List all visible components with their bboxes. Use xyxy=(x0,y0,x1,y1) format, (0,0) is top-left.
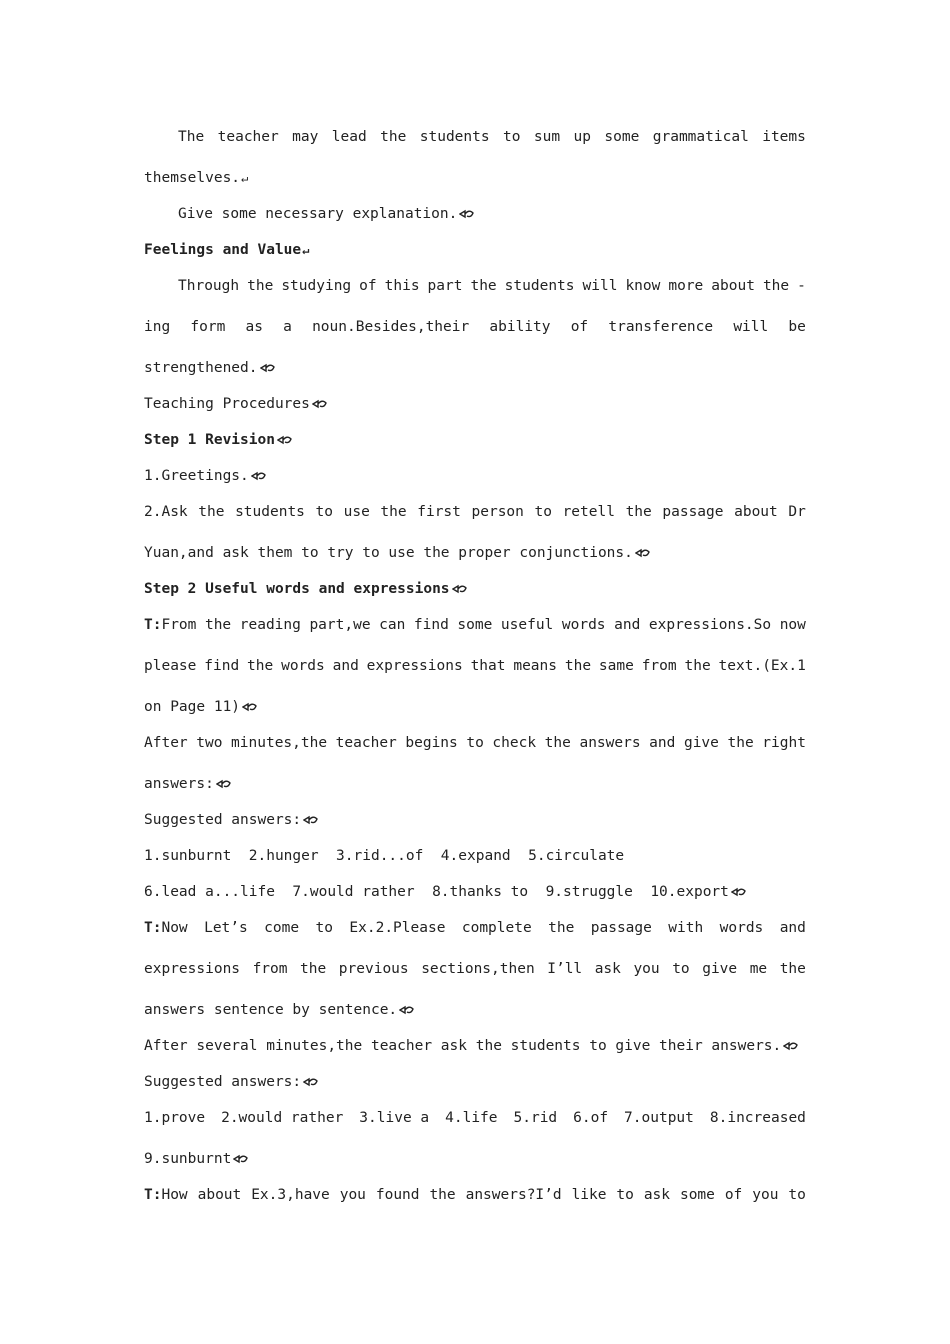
word: know xyxy=(625,278,661,294)
word: to xyxy=(534,504,552,520)
paragraph-mark-icon xyxy=(459,209,475,219)
word: please xyxy=(144,658,197,674)
word: the xyxy=(204,617,232,633)
word: grammatical xyxy=(652,129,749,145)
answer-list: 1.sunburnt 2.hunger 3.rid...of 4.expand 5.circulate xyxy=(144,848,625,864)
word: teacher xyxy=(335,735,397,751)
word: about xyxy=(711,278,755,294)
word: with xyxy=(668,920,704,936)
paragraph-mark-icon xyxy=(260,363,276,373)
word: the xyxy=(300,961,327,977)
paragraph-line: answers sentence by sentence. xyxy=(144,1001,806,1019)
word: and xyxy=(614,617,641,633)
word: up xyxy=(573,129,591,145)
word: now xyxy=(779,617,806,633)
word: use xyxy=(343,504,370,520)
paragraph-line xyxy=(144,503,806,521)
word: this xyxy=(384,278,420,294)
word: 5.rid xyxy=(513,1110,558,1126)
paragraph-mark-icon xyxy=(399,1005,415,1015)
word: be xyxy=(788,319,806,335)
word: the xyxy=(429,1187,456,1203)
word: 7.output xyxy=(624,1110,694,1126)
word: part xyxy=(427,278,463,294)
speaker-label: T: xyxy=(144,920,162,936)
word: more xyxy=(668,278,704,294)
word: find xyxy=(204,658,240,674)
answer-list xyxy=(144,1109,806,1127)
paragraph-line xyxy=(144,318,806,336)
word: as xyxy=(245,319,263,335)
word: complete xyxy=(461,920,532,936)
word: from xyxy=(252,961,288,977)
word: ask xyxy=(594,961,621,977)
word: transference xyxy=(608,319,714,335)
word: I’ll xyxy=(547,961,583,977)
paragraph-mark-icon xyxy=(303,815,319,825)
word: reading xyxy=(239,617,301,633)
word: you xyxy=(752,1187,779,1203)
word: expressions xyxy=(366,658,463,674)
word: minutes,the xyxy=(231,735,328,751)
word: the xyxy=(727,735,754,751)
word: about xyxy=(734,504,778,520)
word: of xyxy=(359,278,377,294)
word: about xyxy=(197,1187,242,1203)
word: the xyxy=(762,278,790,294)
word: useful xyxy=(500,617,554,633)
word: form xyxy=(190,319,226,335)
word: find xyxy=(413,617,449,633)
word: some xyxy=(457,617,493,633)
paragraph-mark-icon xyxy=(216,779,232,789)
word: 8.increased xyxy=(709,1110,806,1126)
word: expressions xyxy=(144,961,241,977)
word: from xyxy=(641,658,677,674)
paragraph-mark-icon xyxy=(233,1154,249,1164)
paragraph-line xyxy=(144,657,806,675)
word: a xyxy=(283,319,292,335)
paragraph-line: 9.sunburnt xyxy=(144,1150,806,1168)
word: previous xyxy=(338,961,409,977)
word: answers?I’d xyxy=(465,1187,562,1203)
word: the xyxy=(247,278,274,294)
word: 3.live a xyxy=(359,1110,430,1126)
word: give xyxy=(683,735,719,751)
word: some xyxy=(604,129,640,145)
paragraph-line xyxy=(144,919,806,937)
word: may xyxy=(292,129,319,145)
word: will xyxy=(582,278,618,294)
word: to xyxy=(672,961,690,977)
word: the xyxy=(247,658,274,674)
paragraph-mark-icon xyxy=(242,702,258,712)
word: sum xyxy=(533,129,561,145)
word: students xyxy=(504,278,575,294)
word: me xyxy=(749,961,768,977)
answer-list: 6.lead a...life 7.would rather 8.thanks to 9.struggle 10.export xyxy=(144,883,806,901)
word: ability xyxy=(489,319,551,335)
word: ing xyxy=(144,319,171,335)
word: retell xyxy=(562,504,615,520)
word: come xyxy=(264,920,300,936)
word: Ex.2.Please xyxy=(349,920,446,936)
word: give xyxy=(702,961,738,977)
word: same xyxy=(598,658,634,674)
word: to xyxy=(315,504,333,520)
word: you xyxy=(633,961,660,977)
word: After xyxy=(144,735,188,751)
word: The xyxy=(178,129,205,145)
word: ask xyxy=(643,1187,671,1203)
word: the xyxy=(684,658,711,674)
word: T:How xyxy=(144,1187,188,1203)
paragraph-line xyxy=(144,734,806,752)
word: studying xyxy=(281,278,352,294)
paragraph-mark-icon xyxy=(303,1077,319,1087)
paragraph-line: Suggested answers: xyxy=(144,1073,806,1091)
word: words xyxy=(281,658,325,674)
word: to xyxy=(788,1187,806,1203)
word: words xyxy=(561,617,606,633)
paragraph-mark-icon xyxy=(452,584,468,594)
paragraph-line xyxy=(178,277,806,295)
word: found xyxy=(375,1187,420,1203)
word: to xyxy=(315,920,333,936)
word: 6.of xyxy=(573,1110,609,1126)
word: passage xyxy=(590,920,652,936)
paragraph-line: Yuan,and ask them to try to use the proper conjunctions. xyxy=(144,544,806,562)
word: the xyxy=(380,504,407,520)
paragraph-line: After several minutes,the teacher ask the students to give their answers. xyxy=(144,1037,806,1055)
word: begins xyxy=(405,735,458,751)
section-heading: Step 2 Useful words and expressions xyxy=(144,580,806,598)
word: two xyxy=(196,735,223,751)
word: items xyxy=(762,129,806,145)
word: lead xyxy=(331,129,367,145)
word: to xyxy=(616,1187,634,1203)
word: Through xyxy=(178,278,240,294)
word: 2.would rather xyxy=(221,1110,344,1126)
paragraph-line xyxy=(144,616,806,634)
word: the xyxy=(380,129,407,145)
word: the xyxy=(548,920,575,936)
paragraph-line: Give some necessary explanation. xyxy=(178,205,806,223)
paragraph-mark-icon xyxy=(731,887,747,897)
word: the xyxy=(198,504,225,520)
word: Let’s xyxy=(204,920,248,936)
word: the xyxy=(564,658,592,674)
word: words xyxy=(719,920,764,936)
word: passage xyxy=(662,504,724,520)
paragraph-line: Suggested answers: xyxy=(144,811,806,829)
paragraph-line: on Page 11) xyxy=(144,698,806,716)
word: the xyxy=(544,735,571,751)
word: Ex.3,have xyxy=(251,1187,330,1203)
word: part,we xyxy=(309,617,371,633)
word: - xyxy=(797,278,806,294)
word: of xyxy=(570,319,589,335)
paragraph-line xyxy=(144,1186,806,1204)
word: check xyxy=(492,735,537,751)
section-heading: Feelings and Value↵ xyxy=(144,242,310,258)
word: students xyxy=(419,129,490,145)
word: that xyxy=(470,658,506,674)
speaker-label: T: xyxy=(144,617,162,633)
paragraph-line: 1.Greetings. xyxy=(144,467,806,485)
paragraph-mark-icon xyxy=(251,471,267,481)
paragraph-mark-icon: ↵ xyxy=(241,171,249,185)
word: and xyxy=(649,735,676,751)
paragraph-line: strengthened. xyxy=(144,359,806,377)
word: the xyxy=(779,961,806,977)
word: noun.Besides,their xyxy=(312,319,470,335)
paragraph-line: themselves.↵ xyxy=(144,170,249,186)
word: can xyxy=(379,617,406,633)
word: means xyxy=(513,658,557,674)
word: teacher xyxy=(217,129,279,145)
word: the xyxy=(470,278,497,294)
word: text.(Ex.1 xyxy=(718,658,806,674)
word: will xyxy=(733,319,769,335)
word: expressions.So xyxy=(648,617,772,633)
section-heading: Step 1 Revision xyxy=(144,431,806,449)
paragraph-line xyxy=(144,960,806,978)
word: first xyxy=(417,504,461,520)
word: answers xyxy=(579,735,641,751)
word: sections,then xyxy=(421,961,535,977)
paragraph-line xyxy=(178,128,806,146)
word: some xyxy=(679,1187,715,1203)
speaker-label: T: xyxy=(144,1187,162,1203)
word: 2.Ask xyxy=(144,504,188,520)
word: and xyxy=(779,920,806,936)
word: of xyxy=(724,1187,743,1203)
word: 1.prove xyxy=(144,1110,206,1126)
word: students xyxy=(235,504,305,520)
word: T:From xyxy=(144,617,197,633)
paragraph-line: Teaching Procedures xyxy=(144,395,806,413)
word: to xyxy=(503,129,521,145)
paragraph-mark-icon xyxy=(312,399,328,409)
word: and xyxy=(332,658,359,674)
word: 4.life xyxy=(445,1110,498,1126)
word: you xyxy=(339,1187,366,1203)
paragraph-line: answers: xyxy=(144,775,806,793)
paragraph-mark-icon xyxy=(783,1041,799,1051)
word: Dr xyxy=(788,504,806,520)
paragraph-mark-icon: ↵ xyxy=(302,243,310,257)
word: T:Now xyxy=(144,920,188,936)
paragraph-mark-icon xyxy=(635,548,651,558)
word: right xyxy=(762,735,806,751)
word: person xyxy=(471,504,524,520)
word: like xyxy=(571,1187,607,1203)
paragraph-mark-icon xyxy=(277,435,293,445)
word: to xyxy=(466,735,484,751)
word: the xyxy=(625,504,652,520)
